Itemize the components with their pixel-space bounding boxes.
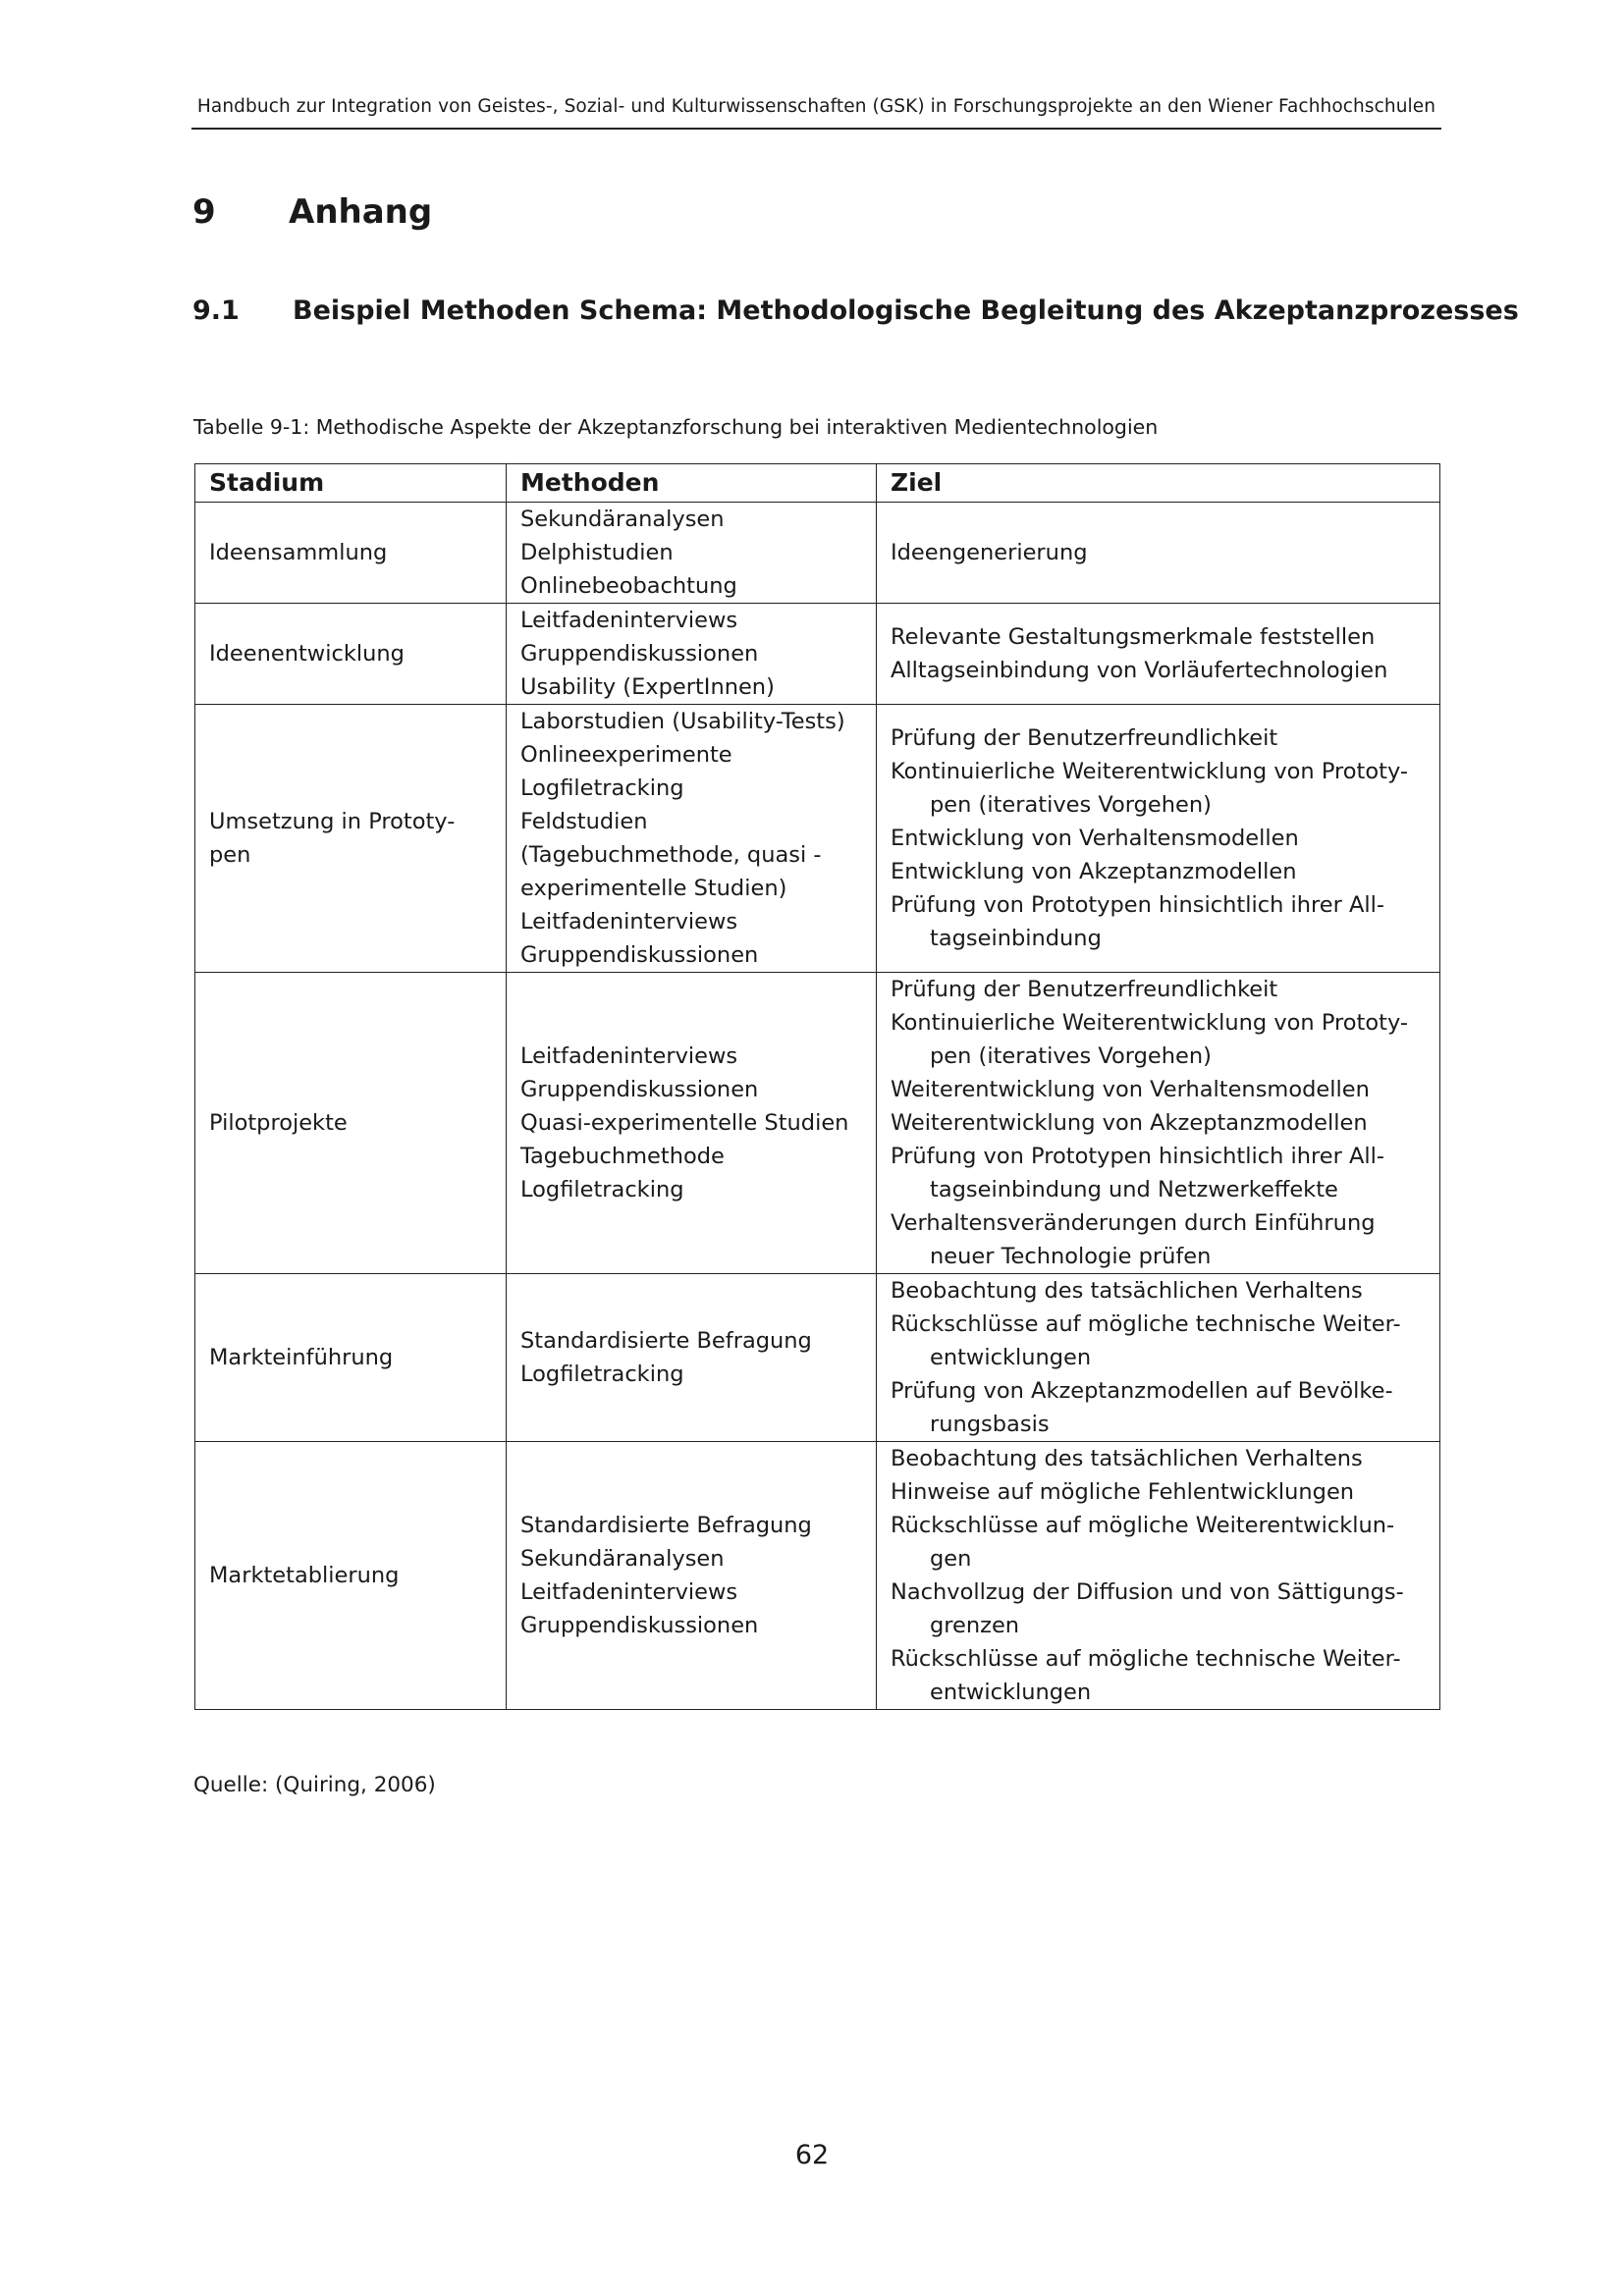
table-row <box>195 604 1440 705</box>
table-caption: Tabelle 9-1: Methodische Aspekte der Akzeptanzforschung bei interaktiven Medientechnologien <box>193 415 1159 439</box>
column-header-ziel: Ziel <box>877 464 1440 503</box>
stadium-line: Marktetablierung <box>209 1563 400 1588</box>
ziel-cell <box>877 604 1440 705</box>
ziel-line: Kontinuierliche Weiterentwicklung von Prototy- pen (iteratives Vorgehen) <box>891 759 1408 818</box>
section-heading <box>192 192 432 232</box>
stadium-cell <box>195 1274 507 1442</box>
subsection-title: Beispiel Methoden Schema: Methodologische Begleitung des Akzeptanzprozesses <box>293 295 1519 326</box>
table-row <box>195 1274 1440 1442</box>
ziel-line: Rückschlüsse auf mögliche Weiterentwicklun- gen <box>891 1513 1395 1572</box>
ziel-line: Beobachtung des tatsächlichen Verhaltens <box>891 1446 1363 1471</box>
ziel-cell <box>877 503 1440 604</box>
methoden-line: Feldstudien <box>520 809 648 834</box>
subsection-heading <box>192 295 1519 326</box>
methoden-cell <box>507 503 877 604</box>
section-title: Anhang <box>289 192 433 232</box>
methoden-line: Sekundäranalysen <box>520 1546 725 1572</box>
ziel-line: Ideengenerierung <box>891 540 1088 565</box>
methods-table <box>194 463 1440 1710</box>
methoden-line: Quasi-experimentelle Studien <box>520 1110 849 1136</box>
methoden-line: Leitfadeninterviews <box>520 1579 738 1605</box>
column-header-methoden: Methoden <box>507 464 877 503</box>
methoden-line: Leitfadeninterviews <box>520 1043 738 1069</box>
methoden-line: (Tagebuchmethode, quasi - <box>520 842 822 868</box>
methoden-line: Gruppendiskussionen <box>520 1613 759 1638</box>
stadium-cell <box>195 1442 507 1710</box>
stadium-cell <box>195 973 507 1274</box>
stadium-cell <box>195 503 507 604</box>
methoden-line: Leitfadeninterviews <box>520 608 738 633</box>
ziel-line: Verhaltensveränderungen durch Einführung neuer Technologie prüfen <box>891 1210 1376 1269</box>
ziel-cell <box>877 1274 1440 1442</box>
ziel-line: Prüfung der Benutzerfreundlichkeit <box>891 725 1278 751</box>
stadium-line: Umsetzung in Prototy- <box>209 809 456 834</box>
column-header-stadium: Stadium <box>195 464 507 503</box>
section-number: 9 <box>192 192 216 232</box>
running-header: Handbuch zur Integration von Geistes-, Sozial- und Kulturwissenschaften (GSK) in Forschungsprojekte an den Wiener Fachhochschulen <box>196 96 1436 117</box>
methoden-line: Standardisierte Befragung <box>520 1513 812 1538</box>
ziel-line: Prüfung von Prototypen hinsichtlich ihrer All- tagseinbindung und Netzwerkeffekte <box>891 1144 1385 1202</box>
ziel-cell <box>877 973 1440 1274</box>
ziel-line: Entwicklung von Akzeptanzmodellen <box>891 859 1297 884</box>
ziel-line: Prüfung von Akzeptanzmodellen auf Bevölke- rungsbasis <box>891 1378 1393 1437</box>
table-row <box>195 1442 1440 1710</box>
ziel-line: Relevante Gestaltungsmerkmale feststellen <box>891 624 1376 650</box>
ziel-line: Nachvollzug der Diffusion und von Sättigungs- grenzen <box>891 1579 1404 1638</box>
methoden-cell <box>507 705 877 973</box>
ziel-line: Weiterentwicklung von Akzeptanzmodellen <box>891 1110 1368 1136</box>
methoden-line: Sekundäranalysen <box>520 507 725 532</box>
table-row <box>195 705 1440 973</box>
source-note: Quelle: (Quiring, 2006) <box>193 1773 436 1797</box>
methoden-line: Tagebuchmethode <box>520 1144 725 1169</box>
stadium-cell <box>195 705 507 973</box>
methoden-line: Onlinebeobachtung <box>520 573 737 599</box>
methoden-line: Onlineexperimente <box>520 742 732 768</box>
ziel-cell <box>877 705 1440 973</box>
ziel-cell <box>877 1442 1440 1710</box>
methoden-line: Usability (ExpertInnen) <box>520 674 775 700</box>
stadium-cell <box>195 604 507 705</box>
stadium-line: pen <box>209 842 251 868</box>
ziel-line: Kontinuierliche Weiterentwicklung von Prototy- pen (iteratives Vorgehen) <box>891 1010 1408 1069</box>
subsection-number: 9.1 <box>192 295 240 326</box>
methoden-line: Leitfadeninterviews <box>520 909 738 934</box>
stadium-line: Ideensammlung <box>209 540 388 565</box>
table-row <box>195 503 1440 604</box>
ziel-line: Hinweise auf mögliche Fehlentwicklungen <box>891 1479 1355 1505</box>
stadium-line: Markteinführung <box>209 1345 394 1370</box>
methoden-cell <box>507 1442 877 1710</box>
header-rule <box>191 128 1441 130</box>
methoden-line: Delphistudien <box>520 540 674 565</box>
methoden-cell <box>507 973 877 1274</box>
methoden-cell <box>507 1274 877 1442</box>
methoden-cell <box>507 604 877 705</box>
methoden-line: Laborstudien (Usability-Tests) <box>520 709 845 734</box>
page-number: 62 <box>794 2140 830 2170</box>
ziel-line: Weiterentwicklung von Verhaltensmodellen <box>891 1077 1370 1102</box>
methoden-line: experimentelle Studien) <box>520 876 787 901</box>
methoden-line: Gruppendiskussionen <box>520 1077 759 1102</box>
stadium-line: Pilotprojekte <box>209 1110 348 1136</box>
ziel-line: Rückschlüsse auf mögliche technische Weiter- entwicklungen <box>891 1646 1401 1705</box>
methoden-line: Gruppendiskussionen <box>520 942 759 968</box>
ziel-line: Entwicklung von Verhaltensmodellen <box>891 826 1299 851</box>
ziel-line: Prüfung der Benutzerfreundlichkeit <box>891 977 1278 1002</box>
table-body <box>195 503 1440 1710</box>
methoden-line: Logfiletracking <box>520 1362 684 1387</box>
methoden-line: Logfiletracking <box>520 775 684 801</box>
table-row <box>195 973 1440 1274</box>
table-header-row <box>195 464 1440 503</box>
stadium-line: Ideenentwicklung <box>209 641 405 667</box>
ziel-line: Alltagseinbindung von Vorläufertechnologien <box>891 658 1388 683</box>
methoden-line: Gruppendiskussionen <box>520 641 759 667</box>
methoden-line: Logfiletracking <box>520 1177 684 1202</box>
methoden-line: Standardisierte Befragung <box>520 1328 812 1354</box>
ziel-line: Rückschlüsse auf mögliche technische Weiter- entwicklungen <box>891 1311 1401 1370</box>
ziel-line: Prüfung von Prototypen hinsichtlich ihrer All- tagseinbindung <box>891 892 1385 951</box>
ziel-line: Beobachtung des tatsächlichen Verhaltens <box>891 1278 1363 1304</box>
